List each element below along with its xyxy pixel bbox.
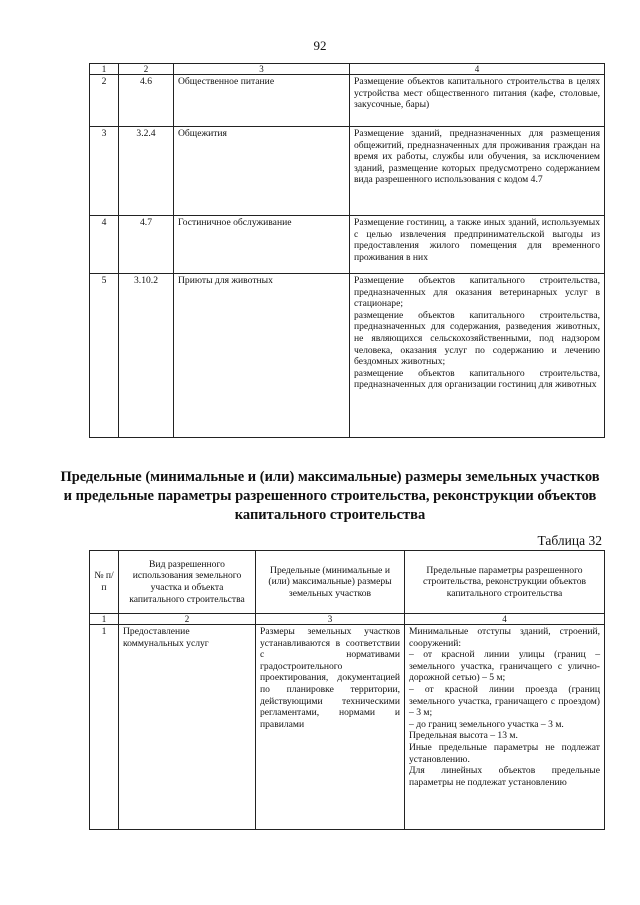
header-cell: Предельные (минимальные и (или) максимальные) размеры земельных участков — [256, 551, 405, 614]
row-number: 5 — [90, 274, 119, 438]
parameter-line: – от красной линии проезда (границ земельного участка, граничащего с проездом) – 3 м; — [409, 683, 600, 719]
column-number-row — [90, 64, 605, 75]
header-cell: Вид разрешенного использования земельного участка и объекта капитального строительства — [119, 551, 256, 614]
table-row — [90, 625, 605, 830]
parameter-line: Минимальные отступы зданий, строений, сооружений: — [409, 626, 600, 649]
description-part: Размещение объектов капитального строительства, предназначенных для оказания ветеринарных услуг в стационаре; — [354, 275, 600, 310]
use-description: Размещение гостиниц, а также иных зданий, используемых с целью извлечения предпринимательской выгоды из предоставления жилого помещения для временного проживания в них — [350, 216, 605, 274]
parameter-line: Предельная высота – 13 м. — [409, 730, 518, 742]
use-name: Предоставление коммунальных услуг — [119, 625, 256, 830]
column-number: 3 — [174, 64, 350, 75]
use-code: 3.2.4 — [119, 127, 174, 216]
column-number: 2 — [119, 64, 174, 75]
use-code: 4.6 — [119, 75, 174, 127]
parameter-line: – от красной линии улицы (границ – земельного участка, граничащего с улично-дорожной сетью) – 5 м; — [409, 649, 600, 684]
table-caption: Таблица 32 — [537, 533, 602, 548]
use-code: 4.7 — [119, 216, 174, 274]
description-part: размещение объектов капитального строительства, предназначенных для содержания, разведения животных, не являющихся сельскохозяйственными, под надзором человека, оказания услуг по содержанию и лечению бездомных животных; — [354, 309, 600, 368]
table-row — [90, 75, 605, 127]
column-number: 4 — [405, 614, 605, 625]
column-number: 3 — [256, 614, 405, 625]
parameter-line: – до границ земельного участка – 3 м. — [409, 718, 564, 730]
table-land-use-types — [89, 63, 605, 438]
use-description: Размещение объектов капитального строительства в целях устройства мест общественного питания (кафе, столовые, закусочные, бары) — [350, 75, 605, 127]
use-name: Гостиничное обслуживание — [174, 216, 350, 274]
parameter-line: Иные предельные параметры не подлежат установлению. — [409, 741, 600, 765]
column-number: 1 — [90, 614, 119, 625]
parameter-line: Для линейных объектов предельные параметры не подлежат установлению — [409, 765, 600, 788]
table-row — [90, 127, 605, 216]
row-number: 3 — [90, 127, 119, 216]
row-number: 4 — [90, 216, 119, 274]
section-heading: Предельные (минимальные и (или) максимальные) размеры земельных участков и предельные параметры разрешенного строительства, реконструкции объектов капитального строительства — [60, 469, 600, 523]
page-number: 92 — [313, 38, 327, 53]
table-parameters — [89, 550, 605, 830]
use-name: Приюты для животных — [174, 274, 350, 438]
column-number: 4 — [350, 64, 605, 75]
row-number: 1 — [90, 625, 119, 830]
column-number: 1 — [90, 64, 119, 75]
table-row — [90, 216, 605, 274]
description-part: размещение объектов капитального строительства, предназначенных для организации гостиниц для животных — [354, 367, 600, 391]
use-name: Общественное питание — [174, 75, 350, 127]
row-number: 2 — [90, 75, 119, 127]
construction-parameters — [405, 625, 605, 830]
header-cell: Предельные параметры разрешенного строительства, реконструкции объектов капитального строительства — [405, 551, 605, 614]
use-code: 3.10.2 — [119, 274, 174, 438]
header-cell: № п/п — [90, 551, 119, 614]
use-description — [350, 274, 605, 438]
column-number-row — [90, 614, 605, 625]
use-name: Общежития — [174, 127, 350, 216]
column-number: 2 — [119, 614, 256, 625]
table-row — [90, 274, 605, 438]
header-row — [90, 551, 605, 614]
use-description: Размещение зданий, предназначенных для размещения общежитий, предназначенных для проживания граждан на время их работы, службы или обучения, за исключением зданий, размещение которых предусмотрено содержанием вида разрешенного использования с кодом 4.7 — [350, 127, 605, 216]
land-plot-sizes: Размеры земельных участков устанавливаются в соответствии с нормативами градостроительного проектирования, документацией по планировке территории, действующими техническими регламентами, нормами и правилами — [256, 625, 405, 830]
